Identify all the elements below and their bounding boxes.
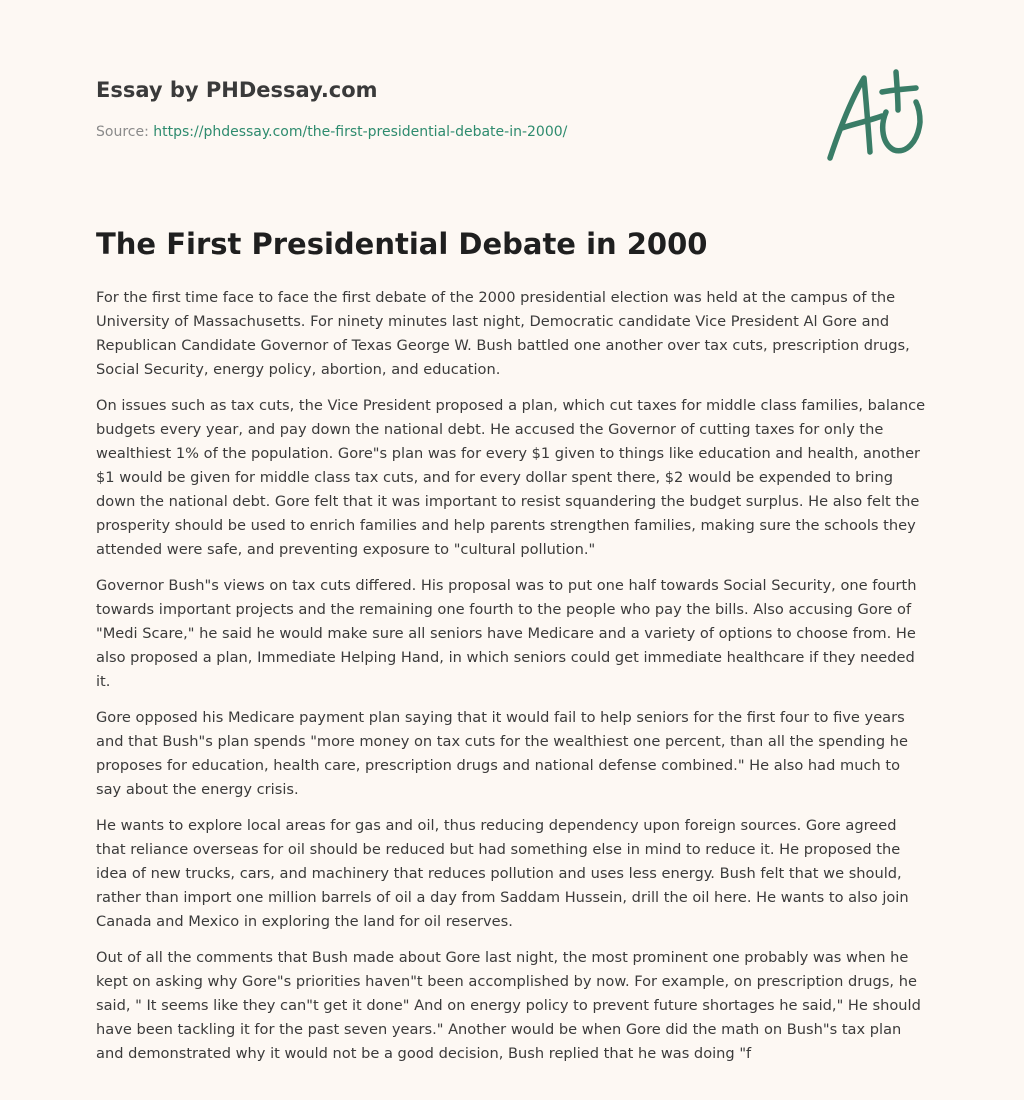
essay-paragraph: He wants to explore local areas for gas and oil, thus reducing dependency upon foreign sources. Gore agreed that reliance overseas for oil should be reduced but had something else in mind to reduce it. He proposed the idea of new trucks, cars, and machinery that reduces pollution and uses less energy. Bush felt that we should, rather than import one million barrels of oil a day from Saddam Hussein, drill the oil here. He wants to also join Canada and Mexico in exploring the land for oil reserves. xyxy=(96,817,909,930)
essay-paragraph: For the first time face to face the first debate of the 2000 presidential election was held at the campus of the University of Massachusetts. For ninety minutes last night, Democratic candidate Vice President Al Gore and Republican Candidate Governor of Texas George W. Bush battled one another over tax cuts, prescription drugs, Social Security, energy policy, abortion, and education. xyxy=(96,289,910,378)
essay-title: The First Presidential Debate in 2000 xyxy=(96,227,708,261)
essay-paragraph: On issues such as tax cuts, the Vice President proposed a plan, which cut taxes for middle class families, balance budgets every year, and pay down the national debt. He accused the Governor of cutting taxes for only the wealthiest 1% of the population. Gore"s plan was for every $1 given to things like education and health, another $1 would be given for middle class tax cuts, and for every dollar spent there, $2 would be expended to bring down the national debt. Gore felt that it was important to resist squandering the budget surplus. He also felt the prosperity should be used to enrich families and help parents strengthen families, making sure the schools they attended were safe, and preventing exposure to "cultural pollution." xyxy=(96,397,926,558)
source-line xyxy=(96,122,696,142)
essay-paragraph: Out of all the comments that Bush made about Gore last night, the most prominent one probably was when he kept on asking why Gore"s priorities haven"t been accomplished by now. For example, on prescription drugs, he said, " It seems like they can"t get it done" And on energy policy to prevent future shortages he said," He should have been tackling it for the past seven years." Another would be when Gore did the math on Bush"s tax plan and demonstrated why it would not be a good decision, Bush replied that he was doing "f xyxy=(96,949,921,1062)
essay-paragraph: Gore opposed his Medicare payment plan saying that it would fail to help seniors for the first four to five years and that Bush"s plan spends "more money on tax cuts for the wealthiest one percent, than all the spending he proposes for education, health care, prescription drugs and national defense combined." He also had much to say about the energy crisis. xyxy=(96,709,909,798)
a-plus-logo-icon xyxy=(820,66,930,166)
source-link[interactable]: https://phdessay.com/the-first-presidential-debate-in-2000/ xyxy=(153,124,568,140)
source-label: Source: xyxy=(96,124,154,140)
essay-article xyxy=(96,224,928,1078)
brand-title: Essay by PHDessay.com xyxy=(96,78,378,102)
essay-paragraph: Governor Bush"s views on tax cuts differed. His proposal was to put one half towards Social Security, one fourth towards important projects and the remaining one fourth to the people who pay the bills. Also accusing Gore of "Medi Scare," he said he would make sure all seniors have Medicare and a variety of options to choose from. He also proposed a plan, Immediate Helping Hand, in which seniors could get immediate healthcare if they needed it. xyxy=(96,577,917,690)
essay-header xyxy=(96,76,696,142)
